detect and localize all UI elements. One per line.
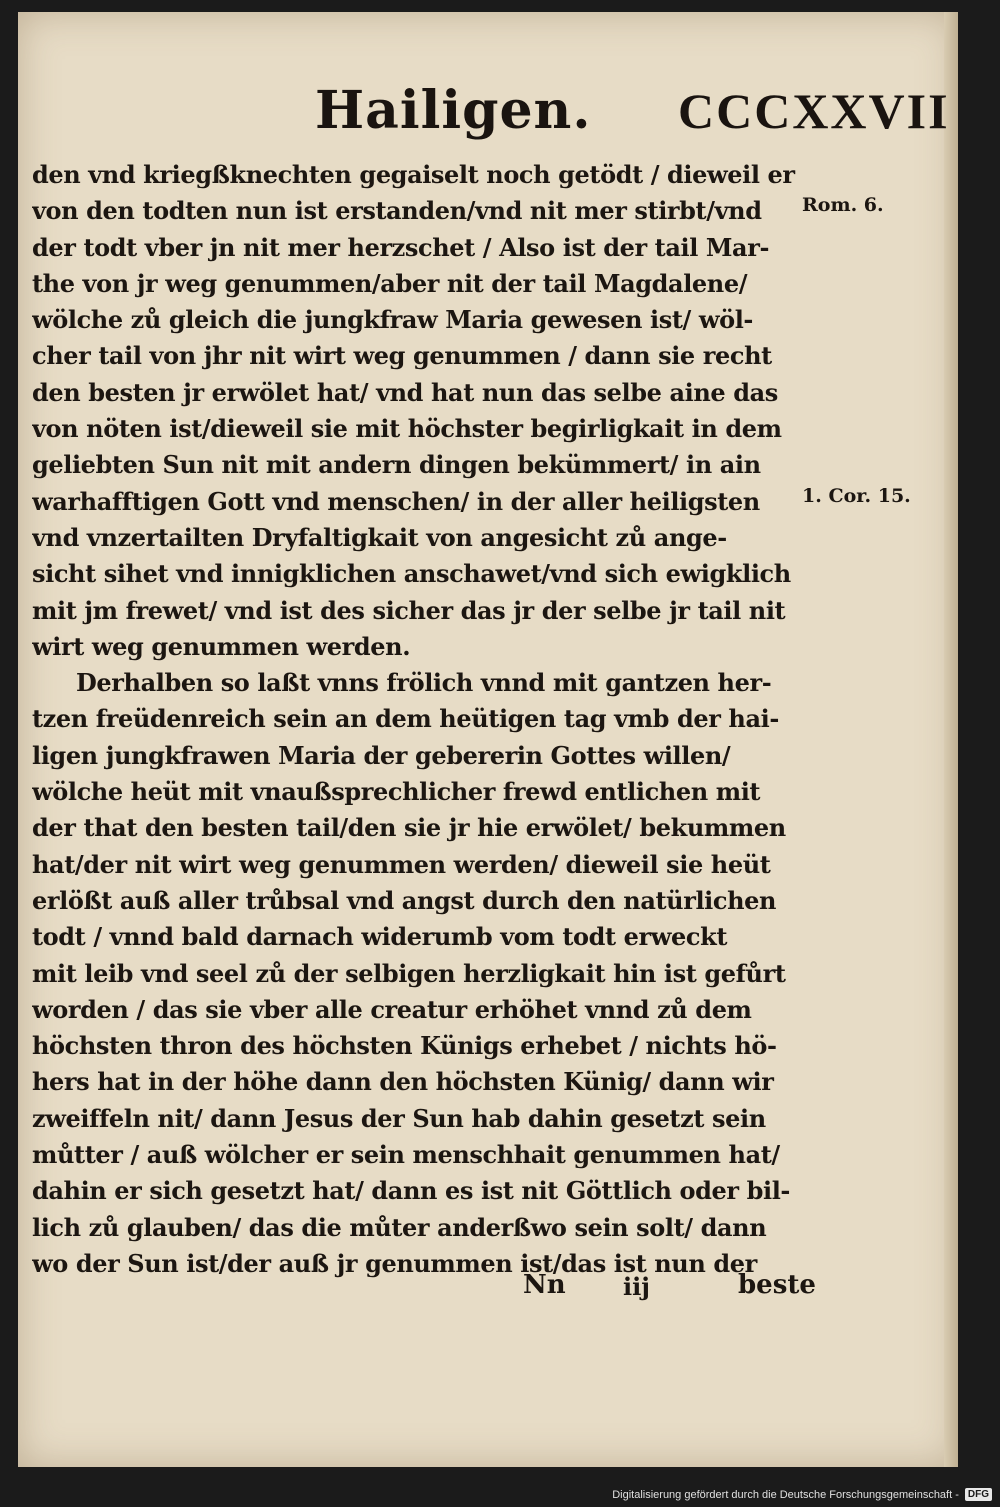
running-head-title: Hailigen.: [315, 80, 592, 141]
text-line: wölche zů gleich die jungkfraw Maria gewesen ist/ wöl-: [32, 305, 753, 335]
text-line: todt / vnnd bald darnach widerumb vom todt erweckt: [32, 922, 728, 952]
text-line: wo der Sun ist/der auß jr genummen ist/das ist nun der: [32, 1248, 757, 1278]
text-line: mit leib vnd seel zů der selbigen herzligkait hin ist gefůrt: [32, 958, 786, 988]
text-line: geliebten Sun nit mit andern dingen bekümmert/ in ain: [32, 450, 761, 480]
text-line: von den todten nun ist erstanden/vnd nit mer stirbt/vnd: [32, 196, 762, 226]
dfg-logo: DFG: [965, 1488, 992, 1501]
text-line: höchsten thron des höchsten Künigs erhebet / nichts hö-: [32, 1031, 777, 1061]
folio-number: CCCXXVII: [678, 83, 950, 139]
text-line: ligen jungkfrawen Maria der gebererin Gottes willen/: [32, 740, 731, 770]
book-page: [18, 12, 958, 1467]
text-line: wirt weg genummen werden.: [32, 631, 411, 661]
body-text: [32, 157, 812, 1282]
margin-note-corinthians: 1. Cor. 15.: [802, 485, 911, 507]
text-line: the von jr weg genummen/aber nit der tail Magdalene/: [32, 268, 748, 298]
page-edge: [944, 12, 958, 1467]
text-line-paragraph-start: Derhalben so laßt vnns frölich vnnd mit gantzen her-: [76, 668, 772, 698]
text-line: hat/der nit wirt weg genummen werden/ dieweil sie heüt: [32, 849, 771, 879]
text-line: den besten jr erwölet hat/ vnd hat nun das selbe aine das: [32, 377, 778, 407]
text-line: der that den besten tail/den sie jr hie erwölet/ bekummen: [32, 813, 786, 843]
text-line: erlößt auß aller trůbsal vnd angst durch den natürlichen: [32, 885, 777, 915]
text-line: vnd vnzertailten Dryfaltigkait von angesicht zů ange-: [32, 522, 727, 552]
signature-mark: Nn: [523, 1270, 566, 1300]
footer-credit: Digitalisierung gefördert durch die Deutsche Forschungsgemeinschaft -: [612, 1488, 959, 1501]
margin-note-romans: Rom. 6.: [802, 194, 884, 216]
text-line: warhafftigen Gott vnd menschen/ in der aller heiligsten: [32, 486, 760, 516]
text-line: můtter / auß wölcher er sein menschhait genummen hat/: [32, 1140, 780, 1170]
text-line: dahin er sich gesetzt hat/ dann es ist nit Göttlich oder bil-: [32, 1176, 790, 1206]
text-line: hers hat in der höhe dann den höchsten Künig/ dann wir: [32, 1067, 774, 1097]
signature-number: iij: [623, 1272, 650, 1301]
text-line: mit jm frewet/ vnd ist des sicher das jr der selbe jr tail nit: [32, 595, 786, 625]
text-line: den vnd kriegßknechten gegaiselt noch getödt / dieweil er: [32, 160, 795, 189]
text-line: sicht sihet vnd innigklichen anschawet/vnd sich ewigklich: [32, 559, 791, 589]
catchword: beste: [738, 1270, 816, 1300]
text-line: cher tail von jhr nit wirt weg genummen / dann sie recht: [32, 341, 772, 371]
text-line: zweiffeln nit/ dann Jesus der Sun hab dahin gesetzt sein: [32, 1103, 766, 1133]
text-line: lich zů glauben/ das die můter anderßwo sein solt/ dann: [32, 1212, 767, 1242]
text-line: worden / das sie vber alle creatur erhöhet vnnd zů dem: [32, 994, 752, 1024]
text-line: wölche heüt mit vnaußsprechlicher frewd entlichen mit: [32, 777, 761, 807]
digitization-footer: [612, 1488, 992, 1501]
text-line: tzen freüdenreich sein an dem heütigen tag vmb der hai-: [32, 704, 779, 734]
text-line: der todt vber jn nit mer herzschet / Also ist der tail Mar-: [32, 232, 770, 262]
text-line: von nöten ist/dieweil sie mit höchster begirligkait in dem: [32, 414, 782, 444]
